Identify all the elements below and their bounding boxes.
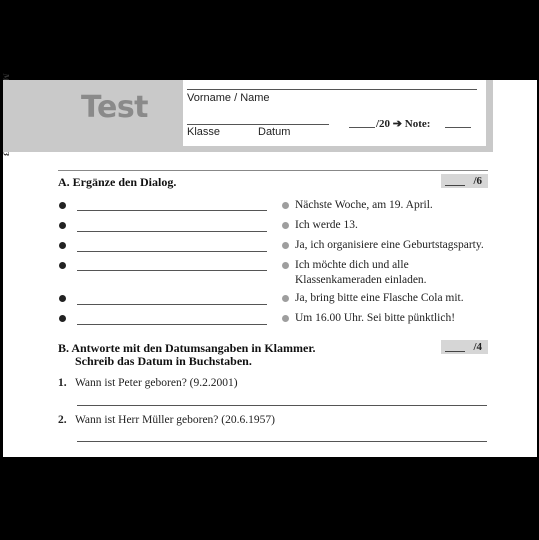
section-b-heading-line2: Schreib das Datum in Buchstaben. (75, 354, 252, 368)
response-5: Ja, bring bitte eine Flasche Cola mit. (295, 292, 464, 304)
dialog-bullet-right-3 (282, 242, 289, 249)
test-title: Test (81, 90, 149, 125)
answer-line-6[interactable] (77, 324, 267, 325)
dialog-bullet-left-1 (59, 202, 66, 209)
answer-line-3[interactable] (77, 251, 267, 252)
response-2: Ich werde 13. (295, 219, 358, 231)
score-label: /20 ➔ Note: (376, 118, 431, 130)
dialog-bullet-left-3 (59, 242, 66, 249)
response-6: Um 16.00 Uhr. Sei bitte pünktlich! (295, 312, 456, 324)
test-header (3, 80, 493, 152)
question-1-number: 1. (58, 377, 67, 389)
question-2-text: Wann ist Herr Müller geboren? (20.6.1957) (75, 414, 275, 426)
section-divider (58, 170, 488, 171)
section-b-heading-line1: B. Antworte mit den Datumsangaben in Klammer. (58, 341, 316, 355)
question-1-answer-line[interactable] (77, 405, 487, 406)
date-label: Datum (258, 126, 291, 138)
response-4-line2: Klassenkameraden einladen. (295, 274, 427, 286)
dialog-bullet-right-2 (282, 222, 289, 229)
section-a-points-text: /6 (473, 175, 482, 187)
answer-line-1[interactable] (77, 210, 267, 211)
dialog-bullet-left-2 (59, 222, 66, 229)
response-3: Ja, ich organisiere eine Geburtstagsparty. (295, 239, 484, 251)
dialog-bullet-left-5 (59, 295, 66, 302)
section-a-points-blank (445, 185, 465, 186)
name-label: Vorname / Name (187, 92, 270, 104)
worksheet-page (3, 80, 537, 457)
dialog-bullet-left-6 (59, 315, 66, 322)
answer-line-4[interactable] (77, 270, 267, 271)
grade-blank (445, 127, 471, 128)
question-1-text: Wann ist Peter geboren? (9.2.2001) (75, 377, 238, 389)
answer-line-5[interactable] (77, 304, 267, 305)
dialog-bullet-right-1 (282, 202, 289, 209)
section-a-heading: A. Ergänze den Dialog. (58, 175, 177, 189)
response-4-line1: Ich möchte dich und alle (295, 259, 409, 271)
dialog-bullet-left-4 (59, 262, 66, 269)
student-info-box (183, 80, 486, 146)
section-b-points-blank (445, 351, 465, 352)
section-b-points-text: /4 (473, 341, 482, 353)
dialog-bullet-right-5 (282, 295, 289, 302)
name-line-top (187, 89, 477, 90)
question-2-number: 2. (58, 414, 67, 426)
question-2-answer-line[interactable] (77, 441, 487, 442)
score-blank (349, 127, 375, 128)
class-label: Klasse (187, 126, 221, 138)
dialog-bullet-right-4 (282, 262, 289, 269)
answer-line-2[interactable] (77, 231, 267, 232)
class-date-line (187, 124, 329, 125)
dialog-bullet-right-6 (282, 315, 289, 322)
response-1: Nächste Woche, am 19. April. (295, 199, 433, 211)
